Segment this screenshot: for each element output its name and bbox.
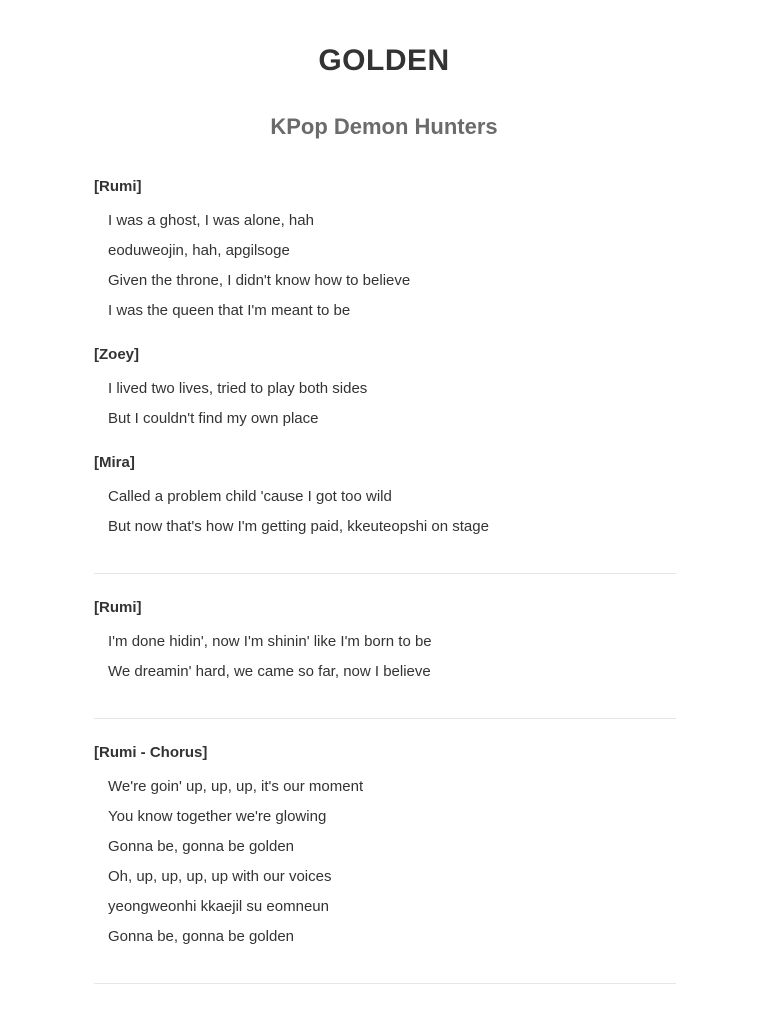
lyric-lines <box>94 206 676 326</box>
speaker-label: [Rumi] <box>94 599 142 616</box>
lyric-line: Called a problem child 'cause I got too wild <box>108 488 392 505</box>
speaker-label: [Zoey] <box>94 346 139 363</box>
lyric-line: Oh, up, up, up, up with our voices <box>108 868 332 885</box>
lyric-lines <box>94 374 676 434</box>
lyric-line: Gonna be, gonna be golden <box>108 838 294 855</box>
lyric-line: Given the throne, I didn't know how to believe <box>108 272 411 289</box>
section-divider <box>94 573 676 574</box>
lyric-lines <box>94 627 676 687</box>
lyric-lines <box>94 482 676 542</box>
lyric-section-mira <box>94 453 676 542</box>
song-title: GOLDEN <box>318 44 450 77</box>
lyric-section-rumi-prechorus <box>94 598 676 687</box>
lyric-line: I was a ghost, I was alone, hah <box>108 212 314 229</box>
lyric-lines <box>94 772 676 952</box>
lyric-section-zoey <box>94 345 676 434</box>
lyric-line: We dreamin' hard, we came so far, now I believe <box>108 663 431 680</box>
lyric-line: I'm done hidin', now I'm shinin' like I'm born to be <box>108 633 432 650</box>
lyric-line: But I couldn't find my own place <box>108 410 319 427</box>
lyric-section-rumi-chorus <box>94 743 676 952</box>
section-divider <box>94 718 676 719</box>
song-subtitle: KPop Demon Hunters <box>270 114 498 139</box>
lyric-line: You know together we're glowing <box>108 808 327 825</box>
lyric-line: We're goin' up, up, up, it's our moment <box>108 778 364 795</box>
lyric-line: But now that's how I'm getting paid, kkeuteopshi on stage <box>108 518 489 535</box>
lyric-line: yeongweonhi kkaejil su eomneun <box>108 898 329 915</box>
speaker-label: [Rumi] <box>94 178 142 195</box>
section-divider <box>94 983 676 984</box>
speaker-label: [Mira] <box>94 454 135 471</box>
speaker-label: [Rumi - Chorus] <box>94 744 208 761</box>
lyric-line: I lived two lives, tried to play both sides <box>108 380 368 397</box>
lyric-line: Gonna be, gonna be golden <box>108 928 294 945</box>
lyric-line: eoduweojin, hah, apgilsoge <box>108 242 290 259</box>
lyric-section-rumi-verse <box>94 177 676 326</box>
lyric-line: I was the queen that I'm meant to be <box>108 302 351 319</box>
